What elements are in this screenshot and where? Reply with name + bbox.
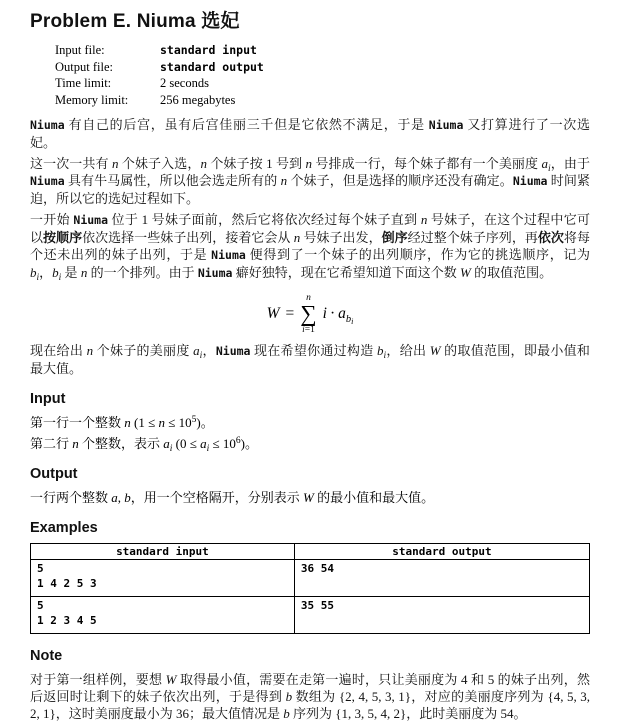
sum-upper-limit: n (306, 293, 311, 303)
time-limit-row (55, 75, 590, 92)
problem-title: Problem E. Niuma 选妃 (30, 11, 240, 32)
output-file-row (55, 59, 590, 76)
example-row-1 (31, 560, 590, 597)
example-1-output-cell (294, 560, 589, 597)
time-limit-label: Time limit: (55, 76, 112, 90)
statement-paragraph-3: 一开始 Niuma 位于 1 号妹子面前，然后它将依次经过每个妹子直到 n 号妹子，在这个过程中它可以按顺序依次选择一些妹子出列，接着它会从 n 号妹子出发，倒序经过整个妹子序列，再依次将每个还未出列的妹子出列，于是 Niuma 便得到了一个妹子的出列顺序，作为它的挑选顺序，记为 $b_i$，$b_i$ 是 n 的一个排列。由于 Niuma 癖好独特，现在它希望知道下面这个数 W 的取值范围。 (30, 212, 590, 283)
example-code-line: 35 55 (300, 599, 334, 612)
sum-lower-limit: i=1 (302, 325, 315, 335)
examples-header-row (31, 544, 590, 560)
problem-meta-block (55, 42, 590, 108)
example-code-line: 1 4 2 5 3 (37, 577, 97, 590)
examples-header-output: standard output (294, 544, 589, 560)
example-1-input-cell (31, 560, 295, 597)
examples-table (30, 543, 590, 634)
formula-term: $i \cdot a_{bi}$ (322, 305, 354, 326)
formula (30, 292, 590, 336)
memory-limit-value: 256 megabytes (160, 92, 236, 107)
input-file-label: Input file: (55, 43, 105, 57)
memory-limit-row (55, 92, 590, 109)
statement-paragraph-2: 这一次一共有 n 个妹子入选，n 个妹子按 1 号到 n 号排成一行，每个妹子都有一个美丽度 $a_i$，由于 Niuma 具有牛马属性，所以他会选走所有的 n 个妹子，但是选择的顺序还没有确定。Niuma 时间紧迫，所以它的选妃过程如下。 (30, 156, 590, 206)
sigma-symbol: ∑ (300, 301, 317, 326)
output-spec-line: 一行两个整数 a, b，用一个空格隔开，分别表示 W 的最小值和最大值。 (30, 490, 435, 505)
time-limit-value: 2 seconds (160, 76, 209, 90)
note-paragraph: 对于第一组样例，要想 W 取得最小值，需要在走第一遍时，只让美丽度为 4 和 5 的妹子出列，然后返回时让剩下的妹子依次出列，于是得到 b 数组为 {2, 4, 5, 3, 1}，对应的美丽度序列为 {4, 5, 3, 2, 1}，这时美丽度最小为 36；最大值情况是 b 序列为 {1, 3, 5, 4, 2}，此时美丽度为 54。 (30, 672, 590, 721)
cdot-operator: · (329, 305, 336, 322)
statement-paragraph-1: Niuma 有自己的后宫，虽有后宫佳丽三千但是它依然不满足，于是 Niuma 又打算进行了一次选妃。 (30, 117, 590, 150)
input-file-row (55, 42, 590, 59)
output-heading: Output (30, 466, 78, 482)
output-file-label: Output file: (55, 59, 113, 74)
examples-header-input: standard input (31, 544, 295, 560)
summation (300, 293, 316, 335)
examples-heading: Examples (30, 520, 98, 536)
memory-limit-label: Memory limit: (55, 92, 129, 107)
example-code-line: 5 (37, 599, 44, 612)
example-code-line: 36 54 (300, 562, 334, 575)
formula-lhs: W (266, 305, 280, 322)
example-2-input-cell (31, 597, 295, 634)
note-heading: Note (30, 648, 63, 664)
example-row-2 (31, 597, 590, 634)
statement-paragraph-4: 现在给出 n 个妹子的美丽度 $a_i$，Niuma 现在希望你通过构造 $b_i$，给出 W 的取值范围，即最小值和最大值。 (30, 343, 590, 376)
output-file-value: standard output (160, 59, 264, 74)
input-spec-line-2: 第二行 n 个整数，表示 $a_i$ $(0 \le a_i \le 10^6)$。 (30, 436, 259, 454)
example-2-output-cell (294, 597, 589, 634)
term-subsubscript: i (351, 317, 354, 326)
example-code-line: 5 (37, 562, 44, 575)
equals-sign: = (285, 305, 295, 322)
input-file-value: standard input (160, 43, 257, 57)
input-heading: Input (30, 391, 66, 407)
term-subscript: bi (345, 314, 354, 326)
input-spec-line-1: 第一行一个整数 n $(1 \le n \le 10^5)$。 (30, 415, 214, 430)
example-code-line: 1 2 3 4 5 (37, 614, 97, 627)
